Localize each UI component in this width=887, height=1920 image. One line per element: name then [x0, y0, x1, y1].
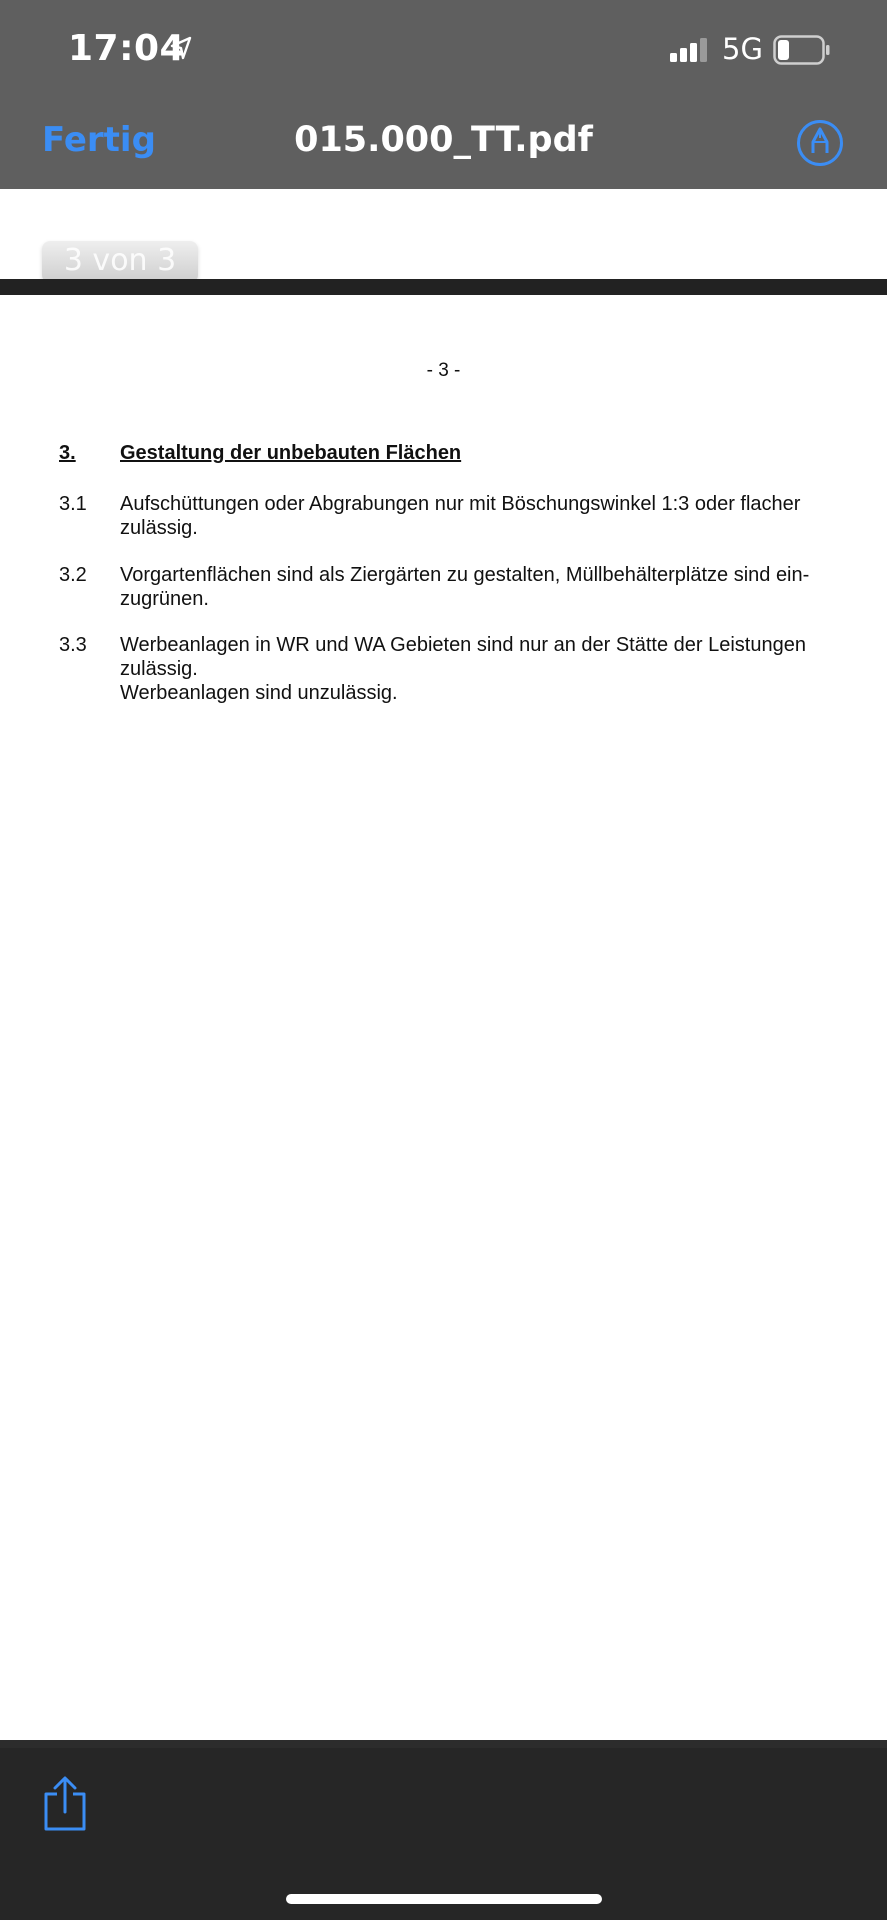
page-indicator: 3 von 3 [42, 241, 198, 283]
page-divider [0, 279, 887, 295]
item-number: 3.3 [59, 634, 87, 656]
share-icon [42, 1776, 88, 1832]
pdf-page[interactable] [0, 295, 887, 1740]
share-button[interactable] [42, 1776, 88, 1832]
item-number: 3.2 [59, 564, 87, 586]
status-time: 17:04 [68, 28, 186, 69]
list-item [59, 633, 837, 705]
page-number: - 3 - [426, 360, 461, 381]
item-text-line: Werbeanlagen in WR und WA Gebieten sind nur an der Stätte der Leistungen [120, 634, 806, 656]
navigation-bar [0, 96, 887, 189]
section-title: Gestaltung der unbebauten Flächen [120, 442, 462, 464]
status-bar [0, 0, 887, 96]
list-item [59, 492, 837, 540]
battery-icon [773, 35, 831, 65]
item-text [120, 563, 837, 611]
item-number: 3.1 [59, 493, 87, 515]
cellular-signal-icon [670, 38, 710, 62]
done-button[interactable]: Fertig [42, 120, 156, 160]
item-text-line: Vorgartenflächen sind als Ziergärten zu gestalten, Müllbehälterplätze sind ein- [120, 564, 810, 586]
item-text-line: zugrünen. [120, 588, 209, 610]
network-type-label: 5G [722, 32, 763, 66]
location-arrow-icon [170, 36, 192, 60]
item-text [120, 633, 837, 705]
section-number: 3. [59, 442, 76, 464]
page-divider [0, 1740, 887, 1748]
markup-pen-icon [796, 119, 844, 167]
item-text [120, 492, 837, 540]
item-text-line: Werbeanlagen sind unzulässig. [120, 682, 398, 704]
home-indicator[interactable] [286, 1894, 602, 1904]
list-item [59, 563, 837, 611]
item-text-line: zulässig. [120, 517, 198, 539]
page-indicator-area [0, 189, 887, 279]
document-title: 015.000_TT.pdf [294, 120, 593, 160]
bottom-toolbar [0, 1748, 887, 1920]
item-text-line: zulässig. [120, 658, 198, 680]
section-heading [59, 442, 461, 465]
markup-button[interactable] [796, 119, 844, 167]
item-text-line: Aufschüttungen oder Abgrabungen nur mit Böschungswinkel 1:3 oder flacher [120, 493, 801, 515]
